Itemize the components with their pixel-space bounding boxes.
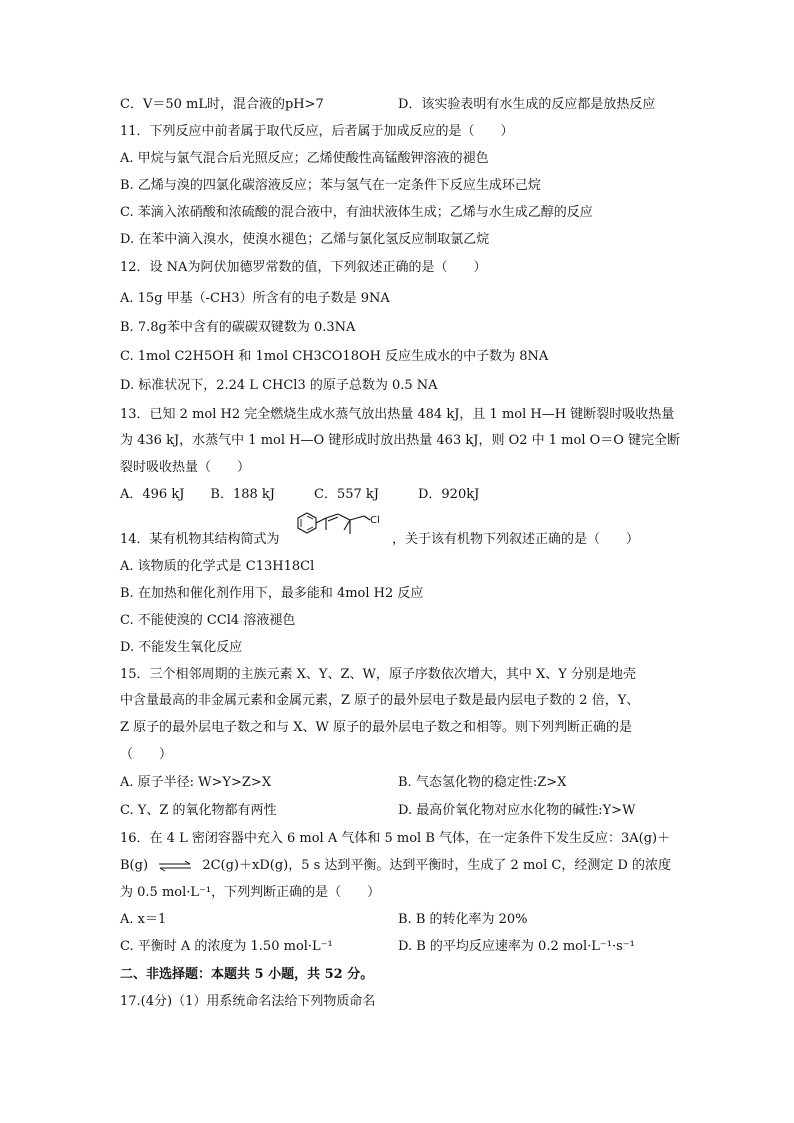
q12-stem: 12．设 NA为阿伏加德罗常数的值，下列叙述正确的是（ ）: [120, 260, 487, 275]
q15-stem-2: 中含量最高的非金属元素和金属元素，Z 原子的最外层电子数是最内层电子数的 2 倍，Y、: [120, 693, 640, 708]
q16-stem-1: 16．在 4 L 密闭容器中充入 6 mol A 气体和 5 mol B 气体，在一定条件下发生反应：3A(g)＋: [120, 831, 671, 846]
q16-option-c: C. 平衡时 A 的浓度为 1.50 mol·L⁻¹: [120, 939, 333, 954]
q11-stem: 11．下列反应中前者属于取代反应，后者属于加成反应的是（ ）: [120, 124, 514, 139]
q16-reactant-b: B(g): [120, 858, 149, 873]
q14-option-c: C. 不能使溴的 CCl4 溶液褪色: [120, 613, 296, 628]
q12-option-b: B. 7.8g苯中含有的碳碳双键数为 0.3NA: [120, 320, 356, 335]
q16-option-b: B. B 的转化率为 20%: [398, 912, 528, 927]
q15-option-c: C. Y、Z 的氧化物都有两性: [120, 803, 277, 818]
q16-stem-3: 为 0.5 mol·L⁻¹，下列判断正确的是（ ）: [120, 885, 381, 900]
q15-stem-4: （ ）: [120, 747, 173, 762]
q16-option-d: D. B 的平均反应速率为 0.2 mol·L⁻¹·s⁻¹: [398, 939, 635, 954]
q11-option-c: C. 苯滴入浓硝酸和浓硫酸的混合液中，有油状液体生成；乙烯与水生成乙醇的反应: [120, 205, 593, 220]
q14-option-a: A. 该物质的化学式是 C13H18Cl: [120, 559, 315, 574]
q16-products: 2C(g)＋xD(g)，5 s 达到平衡。达到平衡时，生成了 2 mol C，经测定 D 的浓度: [202, 858, 672, 873]
q13-stem-2: 为 436 kJ，水蒸气中 1 mol H—O 键形成时放出热量 463 kJ，则 O2 中 1 mol O＝O 键完全断: [120, 433, 681, 448]
q12-option-a: A. 15g 甲基（-CH3）所含有的电子数是 9NA: [120, 291, 390, 306]
q11-option-a: A. 甲烷与氯气混合后光照反应；乙烯使酸性高锰酸钾溶液的褪色: [120, 151, 489, 166]
q15-option-d: D. 最高价氧化物对应水化物的碱性:Y>W: [398, 803, 636, 818]
q10-option-c: C．V＝50 mL时，混合液的pH>7: [120, 97, 324, 112]
chlorine-label: Cl: [370, 515, 380, 526]
molecule-structure-icon: [286, 508, 390, 548]
q10-option-d: D．该实验表明有水生成的反应都是放热反应: [398, 97, 656, 112]
q12-option-c: C. 1mol C2H5OH 和 1mol CH3CO18OH 反应生成水的中子数为 8NA: [120, 349, 549, 364]
q15-stem-3: Z 原子的最外层电子数之和与 X、W 原子的最外层电子数之和相等。则下列判断正确的是: [120, 720, 633, 735]
q13-stem-1: 13．已知 2 mol H2 完全燃烧生成水蒸气放出热量 484 kJ，且 1 mol H—H 键断裂时吸收热量: [120, 407, 675, 422]
q14-stem-suffix: ，关于该有机物下列叙述正确的是（ ）: [392, 532, 640, 547]
q15-stem-1: 15．三个相邻周期的主族元素 X、Y、Z、W，原子序数依次增大，其中 X、Y 分别是地壳: [120, 667, 637, 682]
section-2-heading: 二、非选择题：本题共 5 小题，共 52 分。: [120, 967, 374, 982]
equilibrium-arrow-icon: [158, 860, 192, 872]
q15-option-a: A. 原子半径: W>Y>Z>X: [120, 775, 272, 790]
q12-option-d: D. 标准状况下，2.24 L CHCl3 的原子总数为 0.5 NA: [120, 378, 438, 393]
q16-option-a: A. x＝1: [120, 912, 167, 927]
q14-option-b: B. 在加热和催化剂作用下，最多能和 4mol H2 反应: [120, 586, 424, 601]
q14-stem-prefix: 14．某有机物其结构简式为: [120, 532, 280, 547]
q13-options: A．496 kJ B．188 kJ C．557 kJ D．920kJ: [120, 487, 480, 502]
q13-stem-3: 裂时吸收热量（ ）: [120, 460, 251, 475]
q15-option-b: B. 气态氢化物的稳定性:Z>X: [398, 775, 567, 790]
q16-stem-2: [120, 857, 671, 875]
q11-option-d: D. 在苯中滴入溴水，使溴水褪色；乙烯与氯化氢反应制取氯乙烷: [120, 232, 490, 247]
q14-option-d: D. 不能发生氧化反应: [120, 640, 243, 655]
q11-option-b: B. 乙烯与溴的四氯化碳溶液反应；苯与氢气在一定条件下反应生成环己烷: [120, 178, 541, 193]
q17-stem: 17.(4分)（1）用系统命名法给下列物质命名: [120, 994, 376, 1009]
